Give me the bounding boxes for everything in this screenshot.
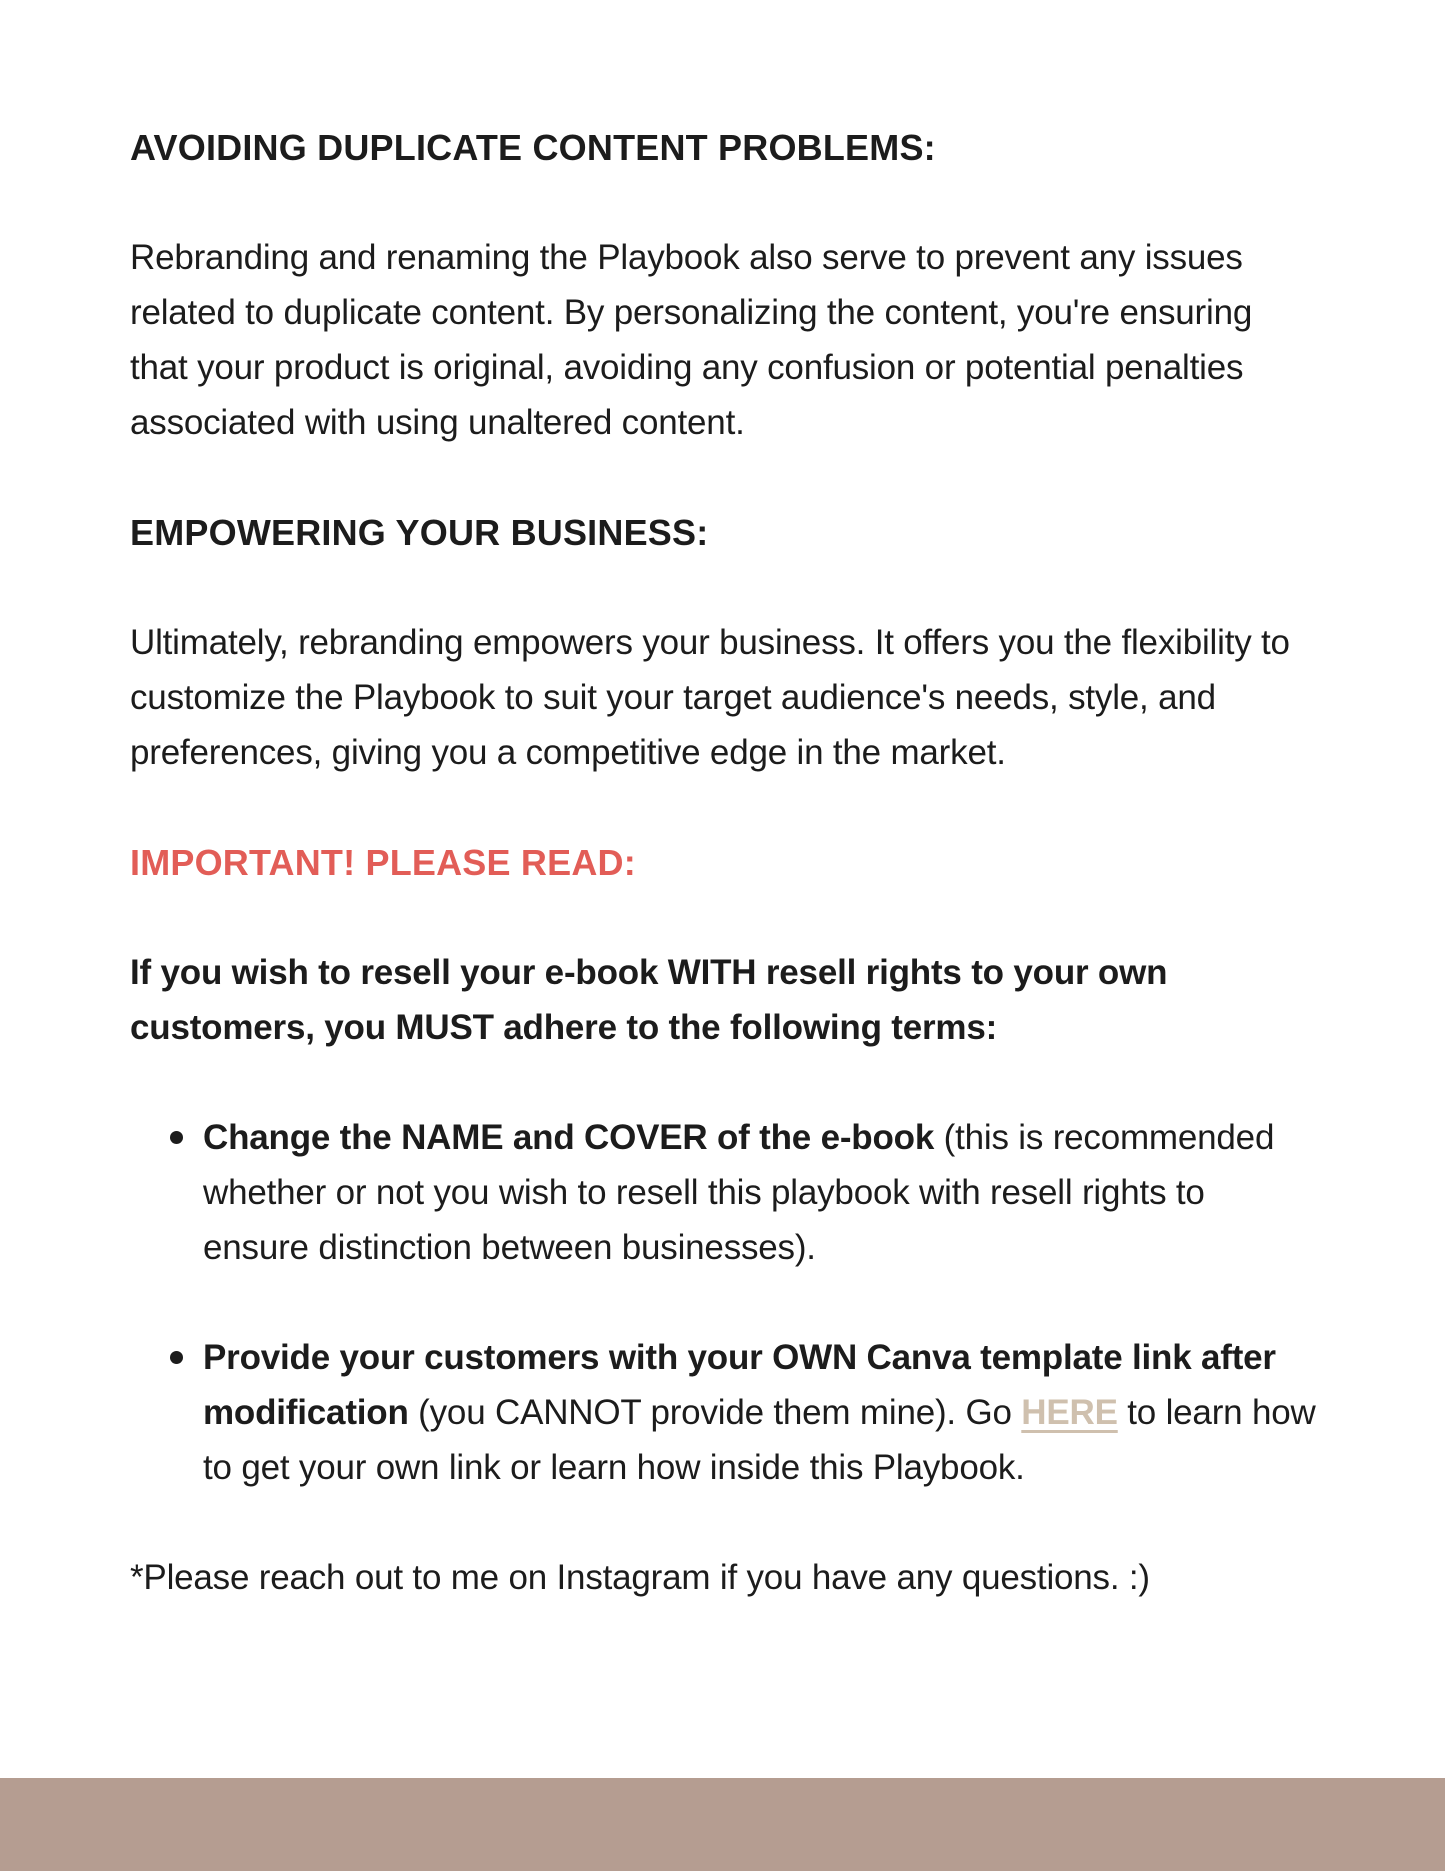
here-link[interactable]: HERE bbox=[1021, 1393, 1118, 1432]
list-item-bold-text: Provide your customers with your OWN Canva template link after modification bbox=[203, 1338, 1276, 1432]
bullet-dot-icon bbox=[170, 1131, 183, 1144]
list-item-text: to learn how to get your own link or learn how inside this Playbook. bbox=[203, 1393, 1316, 1487]
footnote-instagram: *Please reach out to me on Instagram if you have any questions. :) bbox=[130, 1558, 1150, 1597]
list-item-provide-own-canva-link bbox=[130, 1330, 1317, 1495]
paragraph-empowering-business: Ultimately, rebranding empowers your business. It offers you the flexibility to customize the Playbook to suit your target audience's needs, style, and preferences, giving you a competitive edge in the market. bbox=[130, 623, 1290, 772]
paragraph-duplicate-content: Rebranding and renaming the Playbook also serve to prevent any issues related to duplicate content. By personalizing the content, you're ensuring that your product is original, avoiding any confusion or potential penalties associated with using unaltered content. bbox=[130, 238, 1253, 442]
list-item-text: (you CANNOT provide them mine). Go bbox=[408, 1393, 1022, 1432]
resell-terms-list bbox=[130, 1110, 1317, 1495]
list-item-change-name-and-cover bbox=[130, 1110, 1317, 1275]
list-item-text: (this is recommended whether or not you wish to resell this playbook with resell rights to ensure distinction between businesses). bbox=[203, 1118, 1275, 1267]
section-heading-avoiding-duplicate-content: AVOIDING DUPLICATE CONTENT PROBLEMS: bbox=[130, 127, 936, 168]
list-item-bold-text: Change the NAME and COVER of the e-book bbox=[203, 1118, 935, 1157]
paragraph-resell-terms-intro: If you wish to resell your e-book WITH resell rights to your own customers, you MUST adhere to the following terms: bbox=[130, 953, 1168, 1047]
section-heading-empowering-your-business: EMPOWERING YOUR BUSINESS: bbox=[130, 512, 709, 553]
footer-accent-bar bbox=[0, 1778, 1445, 1871]
section-heading-important-please-read: IMPORTANT! PLEASE READ: bbox=[130, 842, 636, 883]
bullet-dot-icon bbox=[170, 1351, 183, 1364]
